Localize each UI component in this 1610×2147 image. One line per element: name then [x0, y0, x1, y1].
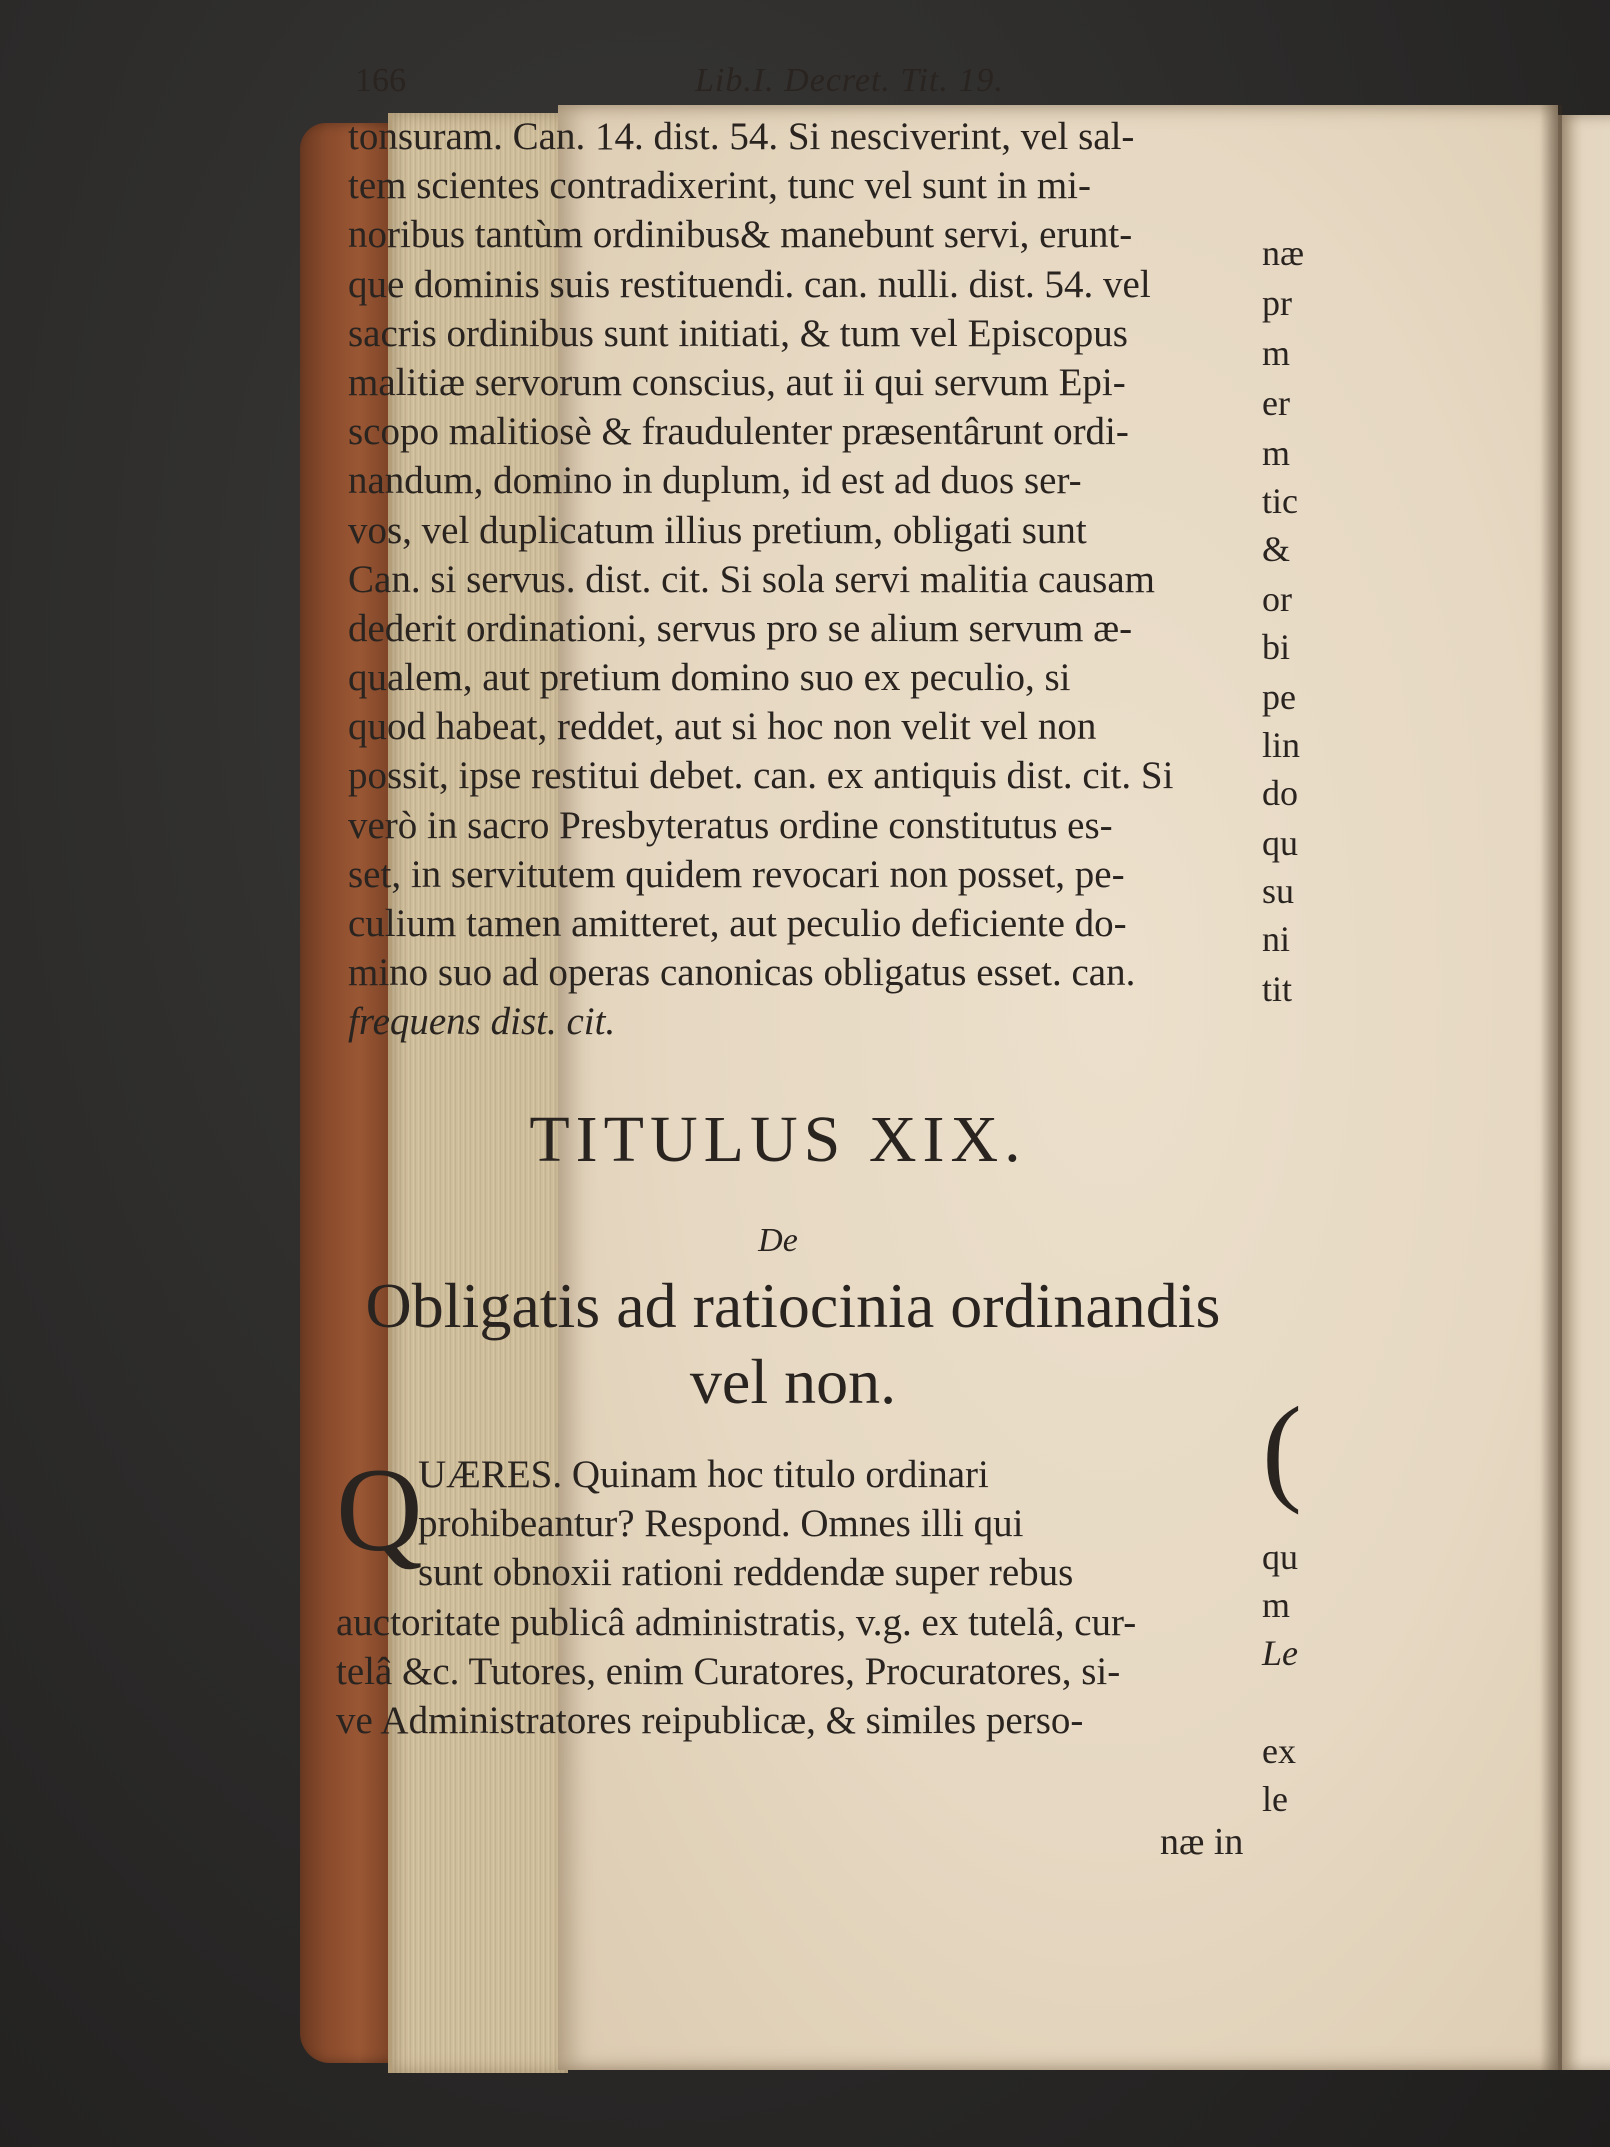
fragment: do — [1262, 773, 1298, 813]
paragraph — [336, 1443, 1241, 1745]
text-line: possit, ipse restitui debet. can. ex antiquis dist. cit. Si — [348, 754, 1174, 798]
running-head — [355, 62, 1235, 106]
fragment: & — [1262, 529, 1291, 569]
text-line: set, in servitutem quidem revocari non posset, pe- — [348, 852, 1125, 896]
text-line: UÆRES. Quinam hoc titulo ordinari — [418, 1453, 989, 1496]
fragment: or — [1262, 579, 1292, 619]
running-head-title: Lib.I. Decret. Tit. 19. — [695, 62, 1004, 99]
text-line: Can. si servus. dist. cit. Si sola servi malitia causam — [348, 557, 1155, 601]
fragment: tic — [1262, 481, 1298, 521]
gutter-shadow — [1540, 105, 1562, 2070]
fragment: qu — [1262, 823, 1298, 863]
subtitle-line: vel non. — [689, 1346, 897, 1417]
fragment: m — [1262, 1585, 1291, 1625]
fragment: tit — [1262, 969, 1293, 1009]
fragment: pe — [1262, 677, 1296, 717]
fragment: ( — [1262, 1382, 1302, 1515]
drop-cap: Q — [336, 1443, 423, 1576]
text-line: quod habeat, reddet, aut si hoc non velit vel non — [348, 705, 1097, 749]
fragment: le — [1262, 1779, 1288, 1819]
fragment: m — [1262, 433, 1291, 473]
fragment: lin — [1262, 725, 1301, 765]
fragment: bi — [1262, 627, 1291, 667]
fragment: su — [1262, 871, 1295, 911]
text-line: vos, vel duplicatum illius pretium, obligati sunt — [348, 508, 1087, 552]
text-line: prohibeantur? Respond. Omnes illi qui — [418, 1502, 1024, 1546]
text-line: verò in sacro Presbyteratus ordine constitutus es- — [348, 803, 1113, 847]
fragment: er — [1262, 383, 1290, 423]
fragment: Le — [1262, 1633, 1298, 1673]
body-text — [348, 112, 1243, 1047]
section-heading: TITULUS XIX. — [529, 1103, 1027, 1176]
fragment: ni — [1262, 919, 1291, 959]
text-line: noribus tantùm ordinibus& manebunt servi, erunt- — [348, 213, 1133, 257]
text-line: sunt obnoxii rationi reddendæ super rebus — [418, 1551, 1074, 1595]
text-line: tem scientes contradixerint, tunc vel sunt in mi- — [348, 164, 1091, 208]
fragment: qu — [1262, 1537, 1298, 1577]
text-line: tonsuram. Can. 14. dist. 54. Si nesciverint, vel sal- — [348, 115, 1135, 158]
text-line: sacris ordinibus sunt initiati, & tum vel Episcopus — [348, 311, 1128, 355]
fragment: næ — [1262, 233, 1305, 273]
text-line: telâ &c. Tutores, enim Curatores, Procuratores, si- — [336, 1649, 1121, 1693]
fragment: m — [1262, 333, 1291, 373]
text-line: qualem, aut pretium domino suo ex peculio, si — [348, 656, 1071, 700]
subtitle-line: Obligatis ad ratiocinia ordinandis — [365, 1270, 1221, 1341]
fragment: pr — [1262, 283, 1292, 323]
catchword: næ in — [1160, 1821, 1244, 1863]
text-line: frequens dist. cit. — [348, 1000, 616, 1044]
text-line: que dominis suis restituendi. can. nulli. dist. 54. vel — [348, 262, 1151, 306]
facing-page-edge — [1558, 115, 1610, 2070]
text-line: nandum, domino in duplum, id est ad duos ser- — [348, 459, 1082, 503]
text-line: culium tamen amitteret, aut peculio deficiente do- — [348, 902, 1127, 945]
fragment: ex — [1262, 1731, 1296, 1771]
section-de: De — [758, 1222, 798, 1259]
text-line: ve Administratores reipublicæ, & similes perso- — [336, 1698, 1084, 1742]
section-subtitle — [348, 1268, 1238, 1420]
text-line: mino suo ad operas canonicas obligatus esset. can. — [348, 951, 1136, 995]
text-line: dederit ordinationi, servus pro se alium servum æ- — [348, 606, 1133, 650]
page-number: 166 — [355, 62, 406, 99]
text-line: auctoritate publicâ administratis, v.g. ex tutelâ, cur- — [336, 1600, 1137, 1644]
text-line: malitiæ servorum conscius, aut ii qui servum Epi- — [348, 360, 1126, 404]
text-line: scopo malitiosè & fraudulenter præsentârunt ordi- — [348, 410, 1129, 454]
